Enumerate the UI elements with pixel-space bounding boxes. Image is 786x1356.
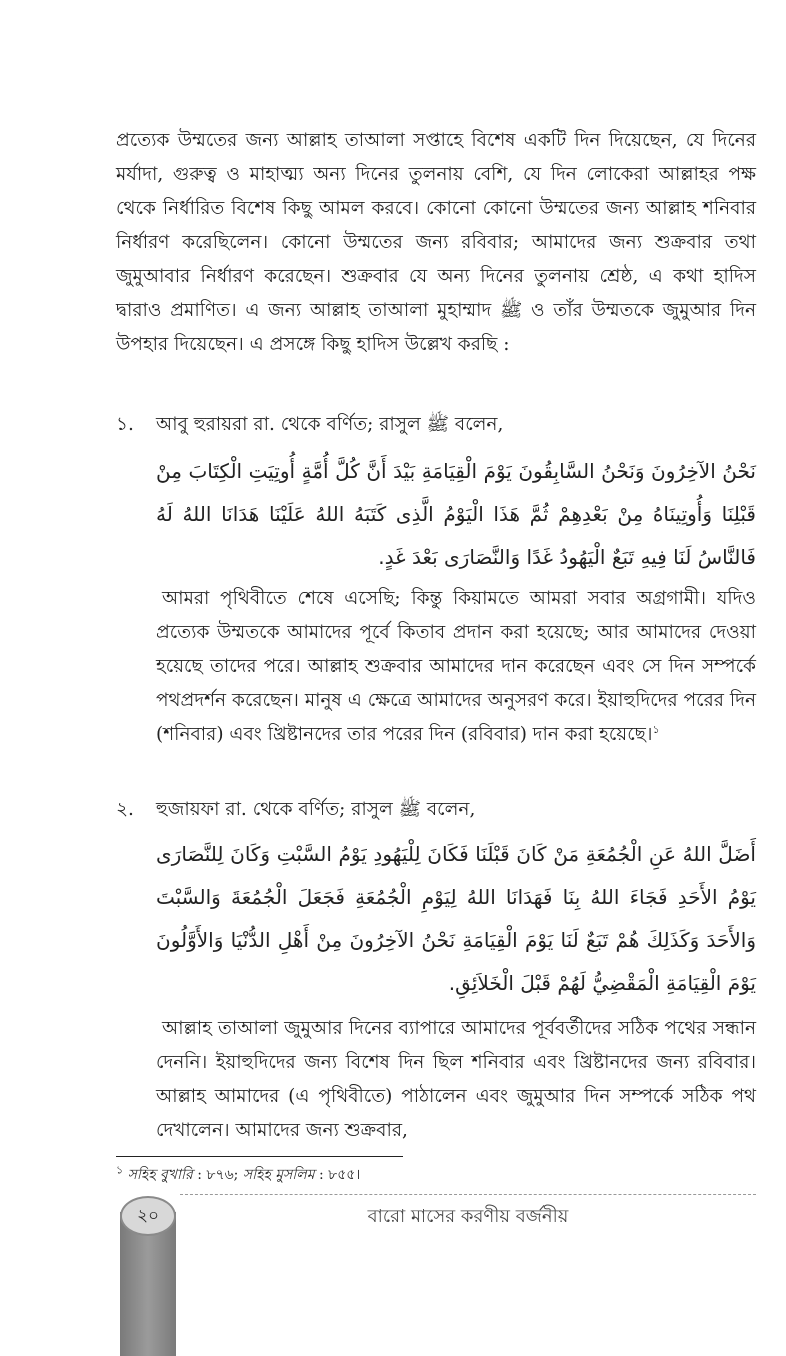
hadith-2-heading-row [116, 793, 756, 827]
hadith-2-translation: আল্লাহ তাআলা জুমুআর দিনের ব্যাপারে আমাদের পূর্ববর্তীদের সঠিক পথের সন্ধান দেননি। ইয়াহুদিদের জন্য বিশেষ দিন ছিল শনিবার এবং খ্রিষ্টানদের জন্য রবিবার। আল্লাহ আমাদের (এ পৃথিবীতে) পাঠালেন এবং জুমুআর দিন সম্পর্কে সঠিক পথ দেখালেন। আমাদের জন্য শুক্রবার, [156, 1018, 756, 1141]
hadith-2-number: ২. [116, 799, 134, 820]
hadith-2-narrator: হুজায়ফা রা. থেকে বর্ণিত; রাসুল ﷺ বলেন, [156, 799, 476, 820]
footnote [116, 1164, 360, 1186]
hadith-1-arabic: نَحْنُ الآخِرُونَ وَنَحْنُ السَّابِقُونَ يَوْمَ الْقِيَامَةِ بَيْدَ أَنَّ كُلَّ أُمَّةٍ أُوتِيَتِ الْكِتَابَ مِنْ قَبْلِنَا وَأُوتِينَاهُ مِنْ بَعْدِهِمْ ثُمَّ هَذَا الْيَوْمُ الَّذِى كَتَبَهُ اللهُ عَلَيْنَا هَدَانَا اللهُ لَهُ فَالنَّاسُ لَنَا فِيهِ تَبَعٌ الْيَهُودُ غَدًا وَالنَّصَارَى بَعْدَ غَدٍ. [156, 459, 756, 569]
footer-divider [180, 1194, 756, 1195]
hadith-1-translation-text: আমরা পৃথিবীতে শেষে এসেছি; কিন্তু কিয়ামতে আমরা সবার অগ্রগামী। যদিও প্রত্যেক উম্মতকে আমাদের পূর্বে কিতাব প্রদান করা হয়েছে; আর আমাদের দেওয়া হয়েছে তাদের পরে। আল্লাহ শুক্রবার আমাদের দান করেছেন এবং সে দিন সম্পর্কে পথপ্রদর্শন করেছেন। মানুষ এ ক্ষেত্রে আমাদের অনুসরণ করে। ইয়াহুদিদের পরের দিন (শনিবার) এবং খ্রিষ্টানদের তার পরের দিন (রবিবার) দান করা হয়েছে। [156, 588, 756, 745]
footnote-ref-muslim: : ৮৫৫। [314, 1167, 361, 1183]
footnote-rule [116, 1156, 403, 1157]
hadith-2-arabic: أَضَلَّ اللهُ عَنِ الْجُمُعَةِ مَنْ كَانَ قَبْلَنَا فَكَانَ لِلْيَهُودِ يَوْمُ السَّبْتِ وَكَانَ لِلنَّصَارَى يَوْمُ الأَحَدِ فَجَاءَ اللهُ بِنَا فَهَدَانَا اللهُ لِيَوْمِ الْجُمُعَةِ فَجَعَلَ الْجُمُعَةَ وَالسَّبْتَ وَالأَحَدَ وَكَذَلِكَ هُمْ تَبَعٌ لَنَا يَوْمَ الْقِيَامَةِ نَحْنُ الآخِرُونَ مِنْ أَهْلِ الدُّنْيَا وَالأَوَّلُونَ يَوْمَ الْقِيَامَةِ الْمَقْضِيُّ لَهُمْ قَبْلَ الْخَلاَئِقِ. [156, 842, 756, 995]
footnote-ref-bukhari: : ৮৭৬; [192, 1167, 243, 1183]
running-title: বারো মাসের করণীয় বর্জনীয় [367, 1206, 569, 1227]
footnote-ref-1: ১ [652, 722, 660, 736]
page-number: ২০ [120, 1196, 176, 1236]
hadith-1-translation [156, 582, 756, 752]
footnote-source-bukhari: সহিহ বুখারি [127, 1167, 193, 1183]
footnote-source-muslim: সহিহ মুসলিম [242, 1167, 315, 1183]
footnote-mark: ১ [116, 1163, 124, 1177]
hadith-1-heading-row [116, 408, 756, 442]
intro-paragraph: প্রত্যেক উম্মতের জন্য আল্লাহ তাআলা সপ্তাহে বিশেষ একটি দিন দিয়েছেন, যে দিনের মর্যাদা, গুরুত্ব ও মাহাত্ম্য অন্য দিনের তুলনায় বেশি, যে দিন লোকেরা আল্লাহর পক্ষ থেকে নির্ধারিত বিশেষ কিছু আমল করবে। কোনো কোনো উম্মতের জন্য আল্লাহ শনিবার নির্ধারণ করেছিলেন। কোনো উম্মতের জন্য রবিবার; আমাদের জন্য শুক্রবার তথা জুমুআবার নির্ধারণ করেছেন। শুক্রবার যে অন্য দিনের তুলনায় শ্রেষ্ঠ, এ কথা হাদিস দ্বারাও প্রমাণিত। এ জন্য আল্লাহ তাআলা মুহাম্মাদ ﷺ ও তাঁর উম্মতকে জুমুআর দিন উপহার দিয়েছেন। এ প্রসঙ্গে কিছু হাদিস উল্লেখ করছি : [116, 130, 756, 355]
hadith-1-number: ১. [116, 414, 134, 435]
hadith-1-narrator: আবু হুরায়রা রা. থেকে বর্ণিত; রাসুল ﷺ বলেন, [156, 414, 504, 435]
